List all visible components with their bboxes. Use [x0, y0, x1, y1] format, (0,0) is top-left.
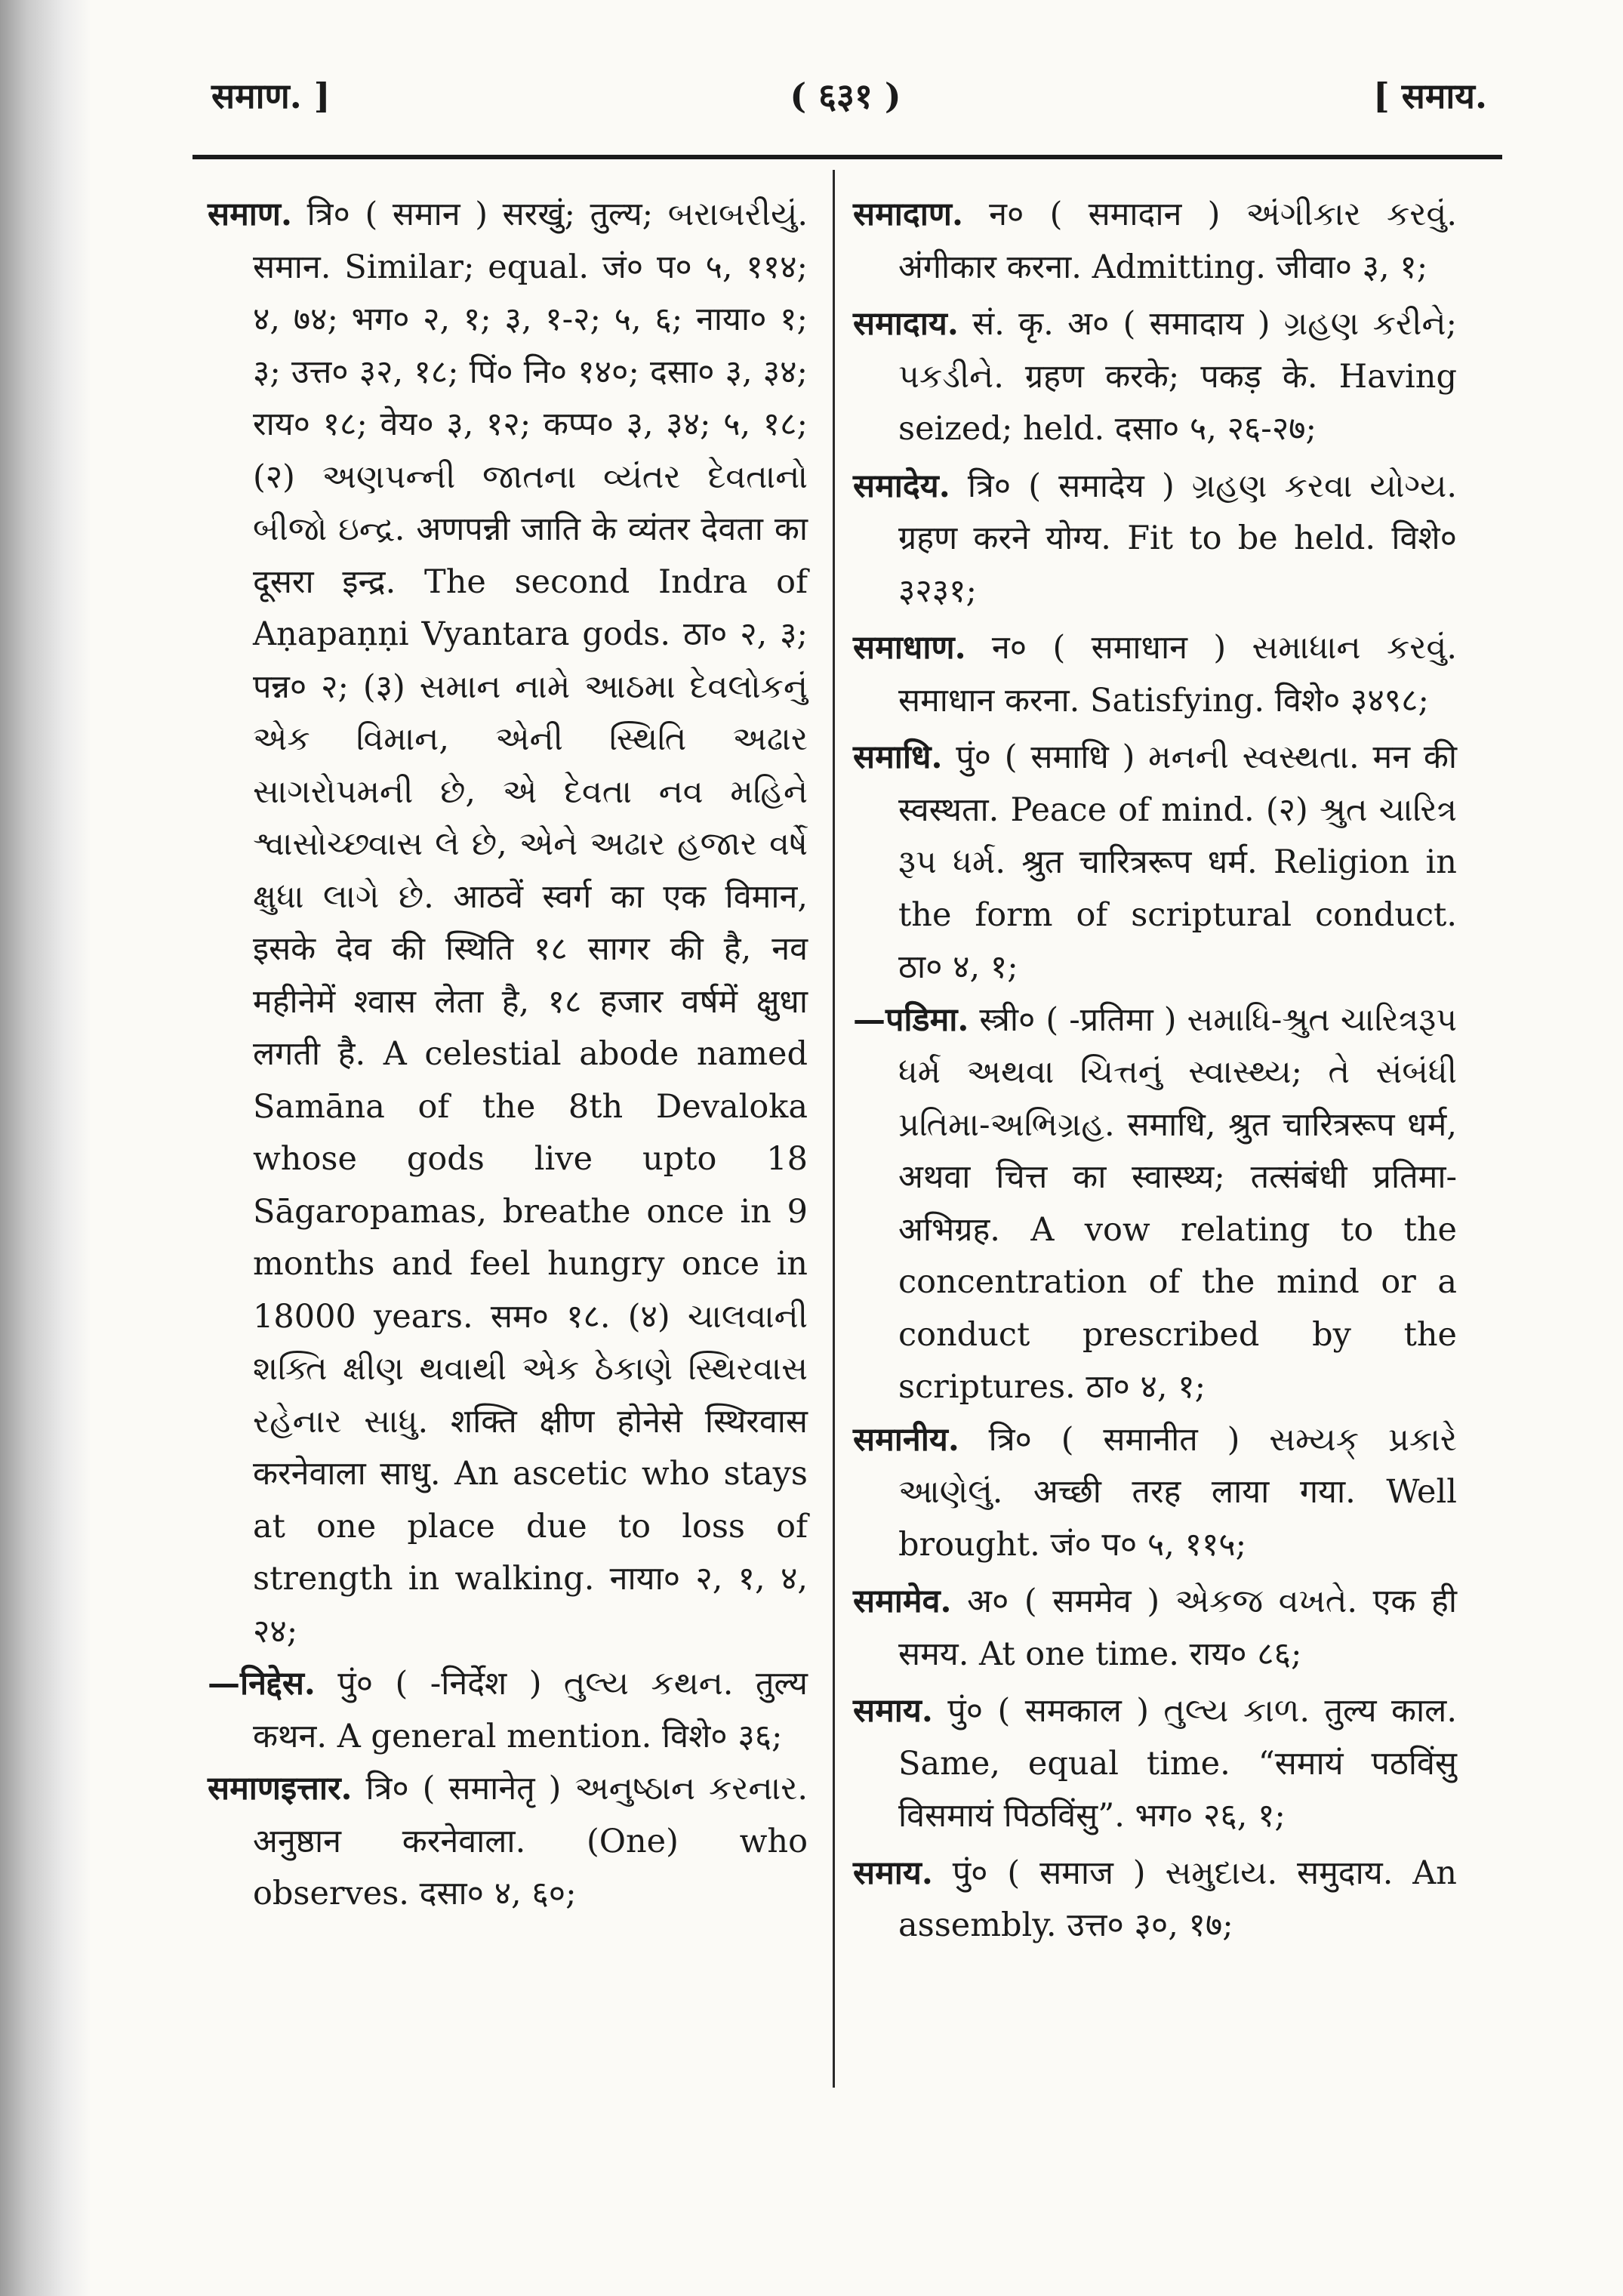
entry-body: त्रि० ( समादेय ) ગ્રહણ કરવા યોગ્ય. ग्रहण करने योग्य. Fit to be held. विशे० ३२३१; [898, 467, 1457, 610]
entry-body: न० ( समादान ) અંગીકાર કરવું. अंगीकार करना. Admitting. जीवा० ३, १; [898, 196, 1457, 286]
dictionary-entry [853, 732, 1457, 994]
left-column [208, 189, 808, 1921]
dictionary-entry [853, 1414, 1457, 1572]
dictionary-entry [853, 189, 1457, 294]
header-right-guideword: [ समाय. [1373, 76, 1487, 116]
dictionary-entry [853, 298, 1457, 456]
dictionary-entry [853, 1848, 1457, 1952]
header-rule [192, 155, 1502, 159]
page-header [204, 64, 1487, 132]
entry-body: सं. कृ. अ० ( समादाय ) ગ્રહણ કરીને; પકડીને. ग्रहण करके; पकड़ के. Having seized; held. दसा० ५, २६-२७; [898, 305, 1457, 448]
entry-body: पुं० ( समकाल ) તુલ્ય કાળ. तुल्य काल. Same, equal time. “समायं पठविंसु विसमायं पिठविंसु”. भग० २६, १; [898, 1692, 1457, 1835]
dictionary-entry [853, 1576, 1457, 1681]
entry-headword: समाणइत्तार. [208, 1770, 353, 1808]
entry-body: पुं० ( -निर्देश ) તુલ્ય કથન. तुल्य कथन. A general mention. विशे० ३६; [253, 1665, 808, 1755]
entry-headword: समादाय. [853, 305, 959, 343]
dictionary-subentry [208, 1658, 808, 1763]
entry-headword: समाधाण. [853, 629, 966, 667]
dictionary-entry [853, 622, 1457, 727]
dictionary-entry [208, 1763, 808, 1921]
entry-body: अ० ( सममेव ) એકજ વખતે. एक ही समय. At one time. राय० ८६; [898, 1583, 1457, 1673]
entry-body: त्रि० ( समान ) सरखुं; तुल्य; બરાબરીયું. समान. Similar; equal. जं० प० ५, ११४; ४, ७४; भग० २, १; ३, १-२; ५, ६; नाया० १; ३; उत्त० ३२, १८; पिं० नि० १४०; दसा० ३, ३४; राय० १८; वेय० ३, १२; कप्प० ३, ३४; ५, १८; (२) અણપન્ની જાતના વ્યંતર દેવતાનો બીજો ઇન્દ્ર. अणपन्नी जाति के व्यंतर देवता का दूसरा इन्द्र. The second Indra of Aṇapaṇṇi Vyantara gods. ठा० २, ३; पन्न० २; (३) સમાન નામે આઠમા દેવલોકનું એક વિમાન, એની સ્થિતિ અઢાર સાગરોપમની છે, એ દેવતા નવ મહિને શ્વાસોચ્છ્વાસ લે છે, એને અઢાર હજાર વર્ષે ક્ષુધા લાગે છે. आठवें स्वर्ग का एक विमान, इसके देव की स्थिति १८ सागर की है, नव महीनेमें श्वास लेता है, १८ हजार वर्षमें क्षुधा लगती है. A celestial abode named Samāna of the 8th Devaloka whose gods live upto 18 Sāgaropamas, breathe once in 9 months and feel hungry once in 18000 years. सम० १८. (४) ચાલવાની શક્તિ ક્ષીણ થવાથી એક ઠેકાણે સ્થિરવાસ રહેનાર સાધુ. शक्ति क्षीण होनेसे स्थिरवास करनेवाला साधु. An ascetic who stays at one place due to loss of strength in walking. नाया० २, १, ४, २४; [253, 196, 808, 1650]
entry-body: त्रि० ( समानीत ) સમ્યક્ પ્રકારે આણેલું. अच्छी तरह लाया गया. Well brought. जं० प० ५, ११५; [898, 1420, 1457, 1564]
entry-headword: —पडिमा. [853, 1000, 969, 1039]
entry-headword: समामेव. [853, 1583, 952, 1620]
scan-shadow-edge [0, 0, 91, 2296]
entry-body: न० ( समाधान ) સમાધાન કરવું. समाधान करना. Satisfying. विशे० ३४९८; [898, 629, 1457, 720]
entry-headword: —निद्देस. [208, 1665, 316, 1703]
column-divider [833, 170, 835, 2088]
dictionary-subentry [853, 994, 1457, 1414]
entry-headword: समाय. [853, 1854, 933, 1892]
entry-body: पुं० ( समाज ) સમુદાય. समुदाय. An assembly. उत्त० ३०, १७; [898, 1854, 1457, 1944]
entry-headword: समाय. [853, 1692, 933, 1730]
dictionary-entry [853, 1685, 1457, 1843]
entry-headword: समादाण. [853, 196, 963, 233]
entry-body: पुं० ( समाधि ) મનની સ્વસ્થતા. मन की स्वस्थता. Peace of mind. (२) શ્રુત ચારિત્ર રૂપ ધર્મ. श्रुत चारित्ररूप धर्म. Religion in the form of scriptural conduct. ठा० ४, १; [898, 738, 1457, 986]
dictionary-entry [208, 189, 808, 1658]
entry-headword: समाण. [208, 196, 292, 233]
entry-body: स्त्री० ( -प्रतिमा ) સમાધિ-શ્રુત ચારિત્રરૂપ ધર્મ અથવા ચિત્તનું સ્વાસ્થ્ય; તે સંબંધી પ્રતિમા-અભિગ્રહ. समाधि, श्रुत चारित्ररूप धर्म, अथवा चित्त का स्वास्थ्य; तत्संबंधी प्रतिमा-अभिग्रह. A vow relating to the concentration of the mind or a conduct prescribed by the scriptures. ठा० ४, १; [898, 1000, 1457, 1406]
right-column [853, 189, 1457, 1952]
page-number: ( ६३१ ) [790, 76, 901, 116]
entry-body: त्रि० ( समानेतृ ) અનુષ્ઠાન કરનાર. अनुष्ठान करनेवाला. (One) who observes. दसा० ४, ६०; [253, 1770, 808, 1912]
dictionary-entry [853, 461, 1457, 618]
entry-headword: समादेय. [853, 467, 950, 505]
entry-headword: समाधि. [853, 738, 943, 776]
entry-headword: समानीय. [853, 1420, 959, 1459]
header-left-guideword: समाण. ] [211, 76, 331, 116]
